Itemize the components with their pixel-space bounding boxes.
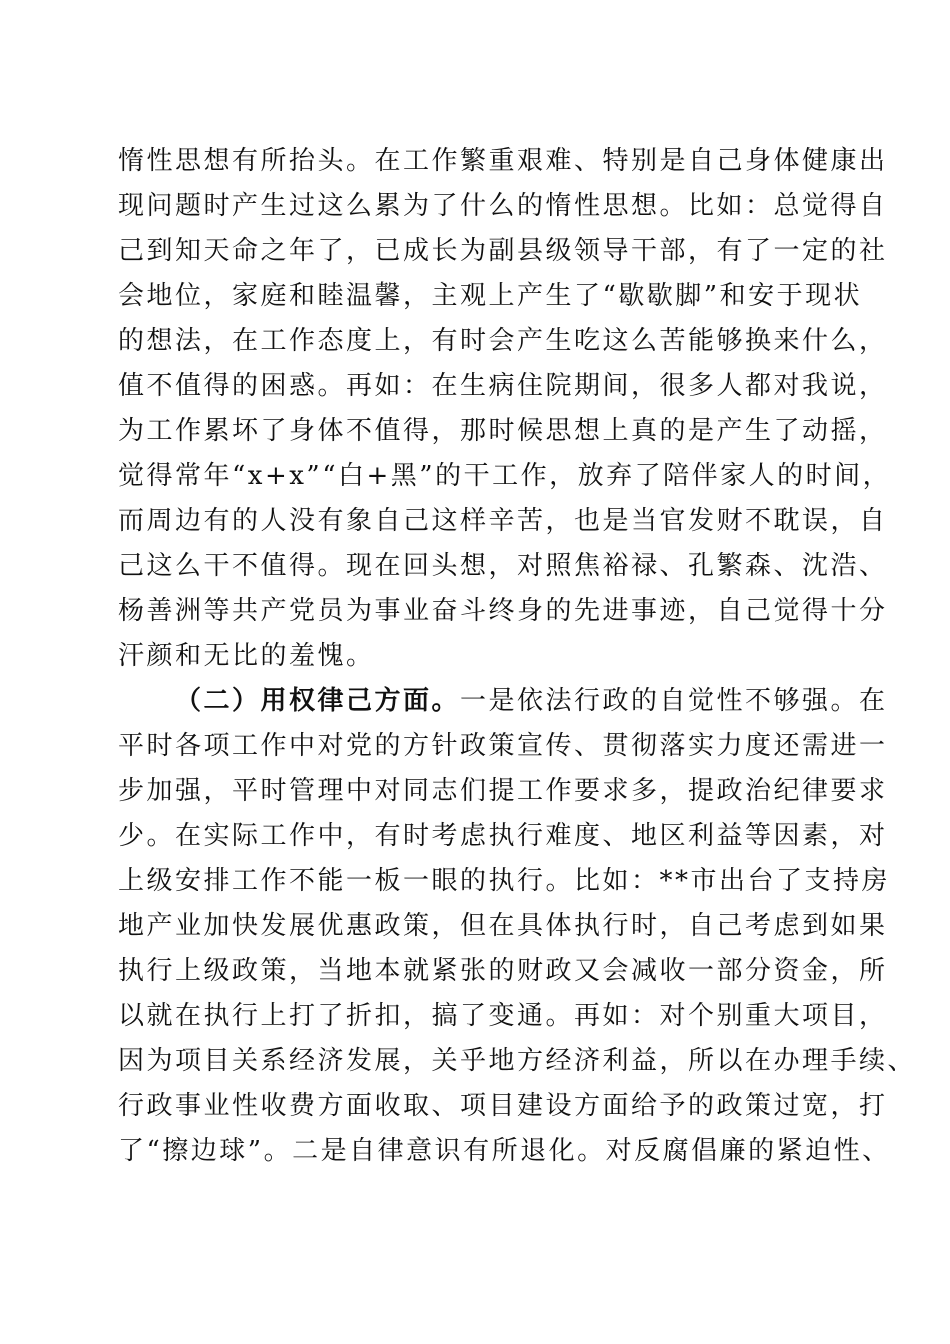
body-text-line: 执行上级政策，当地本就紧张的财政又会减收一部分资金，所 [118, 956, 888, 986]
body-text-line: 惰性思想有所抬头。在工作繁重艰难、特别是自己身体健康出 [118, 146, 888, 176]
section-2-first-line-text: 一是依法行政的自觉性不够强。在 [460, 686, 888, 716]
section-2-first-line [175, 683, 905, 719]
body-text-line: 因为项目关系经济发展，关乎地方经济利益，所以在办理手续、 [118, 1046, 917, 1076]
body-text-line: 汗颜和无比的羞愧。 [118, 641, 375, 671]
body-text-line: 为工作累坏了身体不值得，那时候思想上真的是产生了动摇， [118, 416, 888, 446]
body-text-line: 现问题时产生过这么累为了什么的惰性思想。比如：总觉得自 [118, 191, 888, 221]
body-text-line: 己到知天命之年了，已成长为副县级领导干部，有了一定的社 [118, 236, 888, 266]
body-text-line: 己这么干不值得。现在回头想，对照焦裕禄、孔繁森、沈浩、 [118, 551, 888, 581]
body-text-line: 值不值得的困惑。再如：在生病住院期间，很多人都对我说， [118, 371, 888, 401]
body-text-line: 以就在执行上打了折扣，搞了变通。再如：对个别重大项目， [118, 1001, 888, 1031]
body-text-line: 杨善洲等共产党员为事业奋斗终身的先进事迹，自己觉得十分 [118, 596, 888, 626]
body-text-line: 的想法，在工作态度上，有时会产生吃这么苦能够换来什么， [118, 326, 888, 356]
body-text-line: 少。在实际工作中，有时考虑执行难度、地区利益等因素，对 [118, 821, 888, 851]
body-text-line: 平时各项工作中对党的方针政策宣传、贯彻落实力度还需进一 [118, 731, 888, 761]
body-text-line: 步加强，平时管理中对同志们提工作要求多，提政治纪律要求 [118, 776, 888, 806]
section-2-heading: （二）用权律己方面。 [175, 686, 461, 716]
body-text-line: 而周边有的人没有象自己这样辛苦，也是当官发财不耽误，自 [118, 506, 888, 536]
body-text-line: 地产业加快发展优惠政策，但在具体执行时，自己考虑到如果 [118, 911, 888, 941]
body-text-line: 觉得常年“x+x”“白+黑”的干工作，放弃了陪伴家人的时间， [118, 461, 892, 491]
body-text-line: 了“擦边球”。二是自律意识有所退化。对反腐倡廉的紧迫性、 [118, 1136, 891, 1166]
body-text-line: 会地位，家庭和睦温馨，主观上产生了“歇歇脚”和安于现状 [118, 281, 863, 311]
body-text-line: 行政事业性收费方面收取、项目建设方面给予的政策过宽，打 [118, 1091, 888, 1121]
body-text-line: 上级安排工作不能一板一眼的执行。比如：**市出台了支持房 [118, 866, 891, 896]
